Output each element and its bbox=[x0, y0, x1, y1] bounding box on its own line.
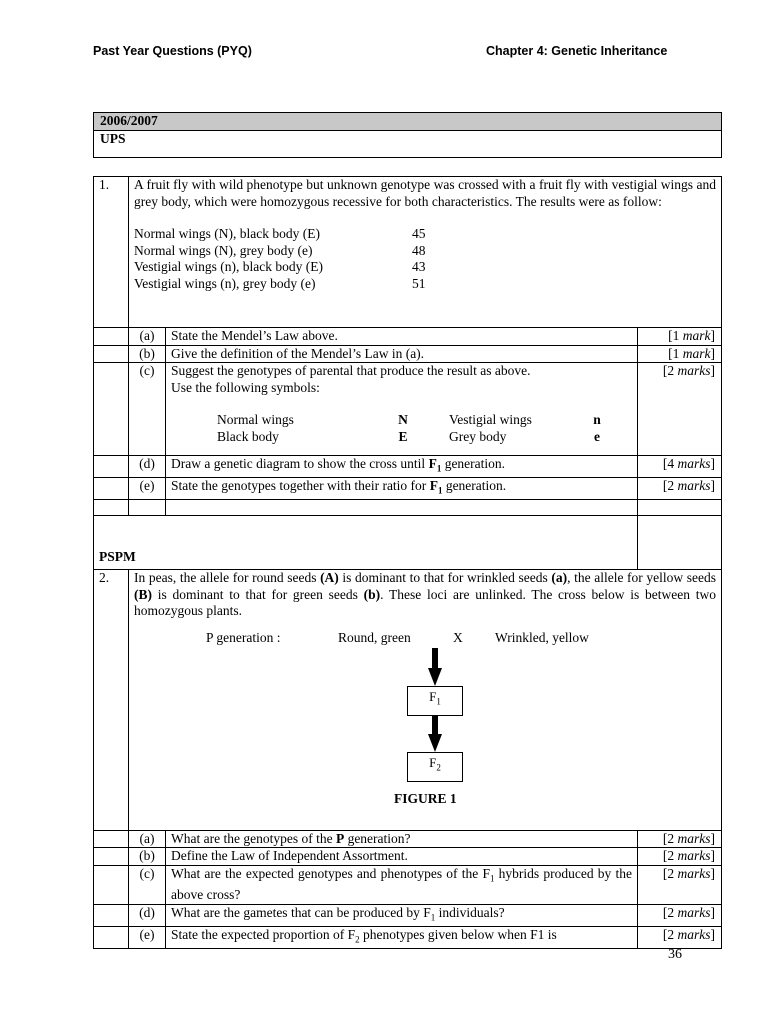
symbol-trait: Normal wings bbox=[217, 412, 294, 427]
q2e-label: (e) bbox=[129, 926, 166, 948]
q1e-row bbox=[94, 478, 722, 500]
cross-diagram bbox=[134, 620, 716, 830]
p-generation-label: P generation : bbox=[206, 629, 281, 645]
q2a-row bbox=[94, 830, 722, 848]
q1c-row bbox=[94, 363, 722, 456]
q2c-marks: [2 marks] bbox=[638, 865, 722, 904]
result-label: Normal wings (N), black body (E) bbox=[134, 226, 320, 241]
q2c-row bbox=[94, 865, 722, 904]
q1-intro-cell bbox=[129, 177, 722, 328]
q1e-label: (e) bbox=[129, 478, 166, 500]
result-value: 51 bbox=[412, 275, 426, 291]
q2c-label: (c) bbox=[129, 865, 166, 904]
q1a-label: (a) bbox=[129, 328, 166, 346]
q1-intro: A fruit fly with wild phenotype but unknown genotype was crossed with a fruit fly with vestigial wings and grey body, which were homozygous recessive for both characteristics. The results were as follow: bbox=[134, 177, 716, 209]
parent2: Wrinkled, yellow bbox=[495, 629, 589, 645]
q1d-label: (d) bbox=[129, 456, 166, 478]
q1a-row bbox=[94, 328, 722, 346]
page-number: 36 bbox=[668, 947, 682, 962]
q2b-text: Define the Law of Independent Assortment. bbox=[166, 848, 638, 866]
parent1: Round, green bbox=[338, 629, 411, 645]
cross-symbol: X bbox=[453, 629, 463, 645]
result-value: 48 bbox=[412, 242, 426, 258]
f1-box: $F_1$ bbox=[407, 686, 463, 716]
symbol-letter: n bbox=[593, 412, 601, 427]
q1b-marks: [1 mark] bbox=[638, 345, 722, 363]
q1d-marks: [4 marks] bbox=[638, 456, 722, 478]
q1e-marks: [2 marks] bbox=[638, 478, 722, 500]
result-label: Vestigial wings (n), black body (E) bbox=[134, 259, 323, 274]
q1c-text2: Use the following symbols: bbox=[171, 379, 320, 395]
q1d-text: Draw a genetic diagram to show the cross until $F_1$ generation. bbox=[166, 456, 638, 478]
q2c-text: What are the expected genotypes and phenotypes of the $F_1$ hybrids produced by the above cross? bbox=[166, 865, 638, 904]
q1-results bbox=[134, 226, 716, 292]
q2-intro-cell bbox=[129, 570, 722, 831]
symbol-trait: Black body bbox=[217, 428, 279, 444]
f2-box: $F_2$ bbox=[407, 752, 463, 782]
q1d-row bbox=[94, 456, 722, 478]
q2a-text: What are the genotypes of the P generation? bbox=[166, 830, 638, 848]
header-right: Chapter 4: Genetic Inheritance bbox=[486, 44, 668, 58]
q2d-row bbox=[94, 904, 722, 926]
result-label: Normal wings (N), grey body (e) bbox=[134, 242, 313, 258]
question-table bbox=[93, 176, 722, 949]
q2-intro-row bbox=[94, 570, 722, 831]
q2e-marks: [2 marks] bbox=[638, 926, 722, 948]
q1b-row bbox=[94, 345, 722, 363]
q1e-text: State the genotypes together with their ratio for $F_1$ generation. bbox=[166, 478, 638, 500]
result-value: 43 bbox=[412, 259, 426, 274]
q1b-text: Give the definition of the Mendel’s Law in (a). bbox=[166, 345, 638, 363]
q2-number: 2. bbox=[94, 570, 129, 831]
q1a-marks: [1 mark] bbox=[638, 328, 722, 346]
pspm-label: PSPM bbox=[94, 516, 638, 570]
symbol-table bbox=[217, 412, 632, 445]
q2a-label: (a) bbox=[129, 830, 166, 848]
q2d-label: (d) bbox=[129, 904, 166, 926]
source-label: UPS bbox=[94, 130, 722, 157]
q2b-marks: [2 marks] bbox=[638, 848, 722, 866]
q2e-text: State the expected proportion of $F_2$ phenotypes given below when F1 is bbox=[166, 926, 638, 948]
pspm-row bbox=[94, 516, 722, 570]
q2-intro: In peas, the allele for round seeds (A) is dominant to that for wrinkled seeds (a), the allele for yellow seeds (B) is dominant to that for green seeds (b). These loci are unlinked. The cross below is between two homozygous plants. bbox=[134, 570, 716, 619]
q1-intro-row bbox=[94, 177, 722, 328]
q2b-label: (b) bbox=[129, 848, 166, 866]
q2e-row bbox=[94, 926, 722, 948]
q1c-cell bbox=[166, 363, 638, 456]
year-table bbox=[93, 112, 722, 158]
header-left: Past Year Questions (PYQ) bbox=[93, 44, 252, 58]
symbol-letter: E bbox=[398, 428, 408, 444]
q1a-text: State the Mendel’s Law above. bbox=[166, 328, 638, 346]
q1-number: 1. bbox=[94, 177, 129, 328]
arrow-down-icon bbox=[428, 648, 442, 686]
arrow-down-icon bbox=[428, 716, 442, 752]
spacer-row bbox=[94, 500, 722, 516]
q1c-marks: [2 marks] bbox=[638, 363, 722, 456]
q2d-text: What are the gametes that can be produced by $F_1$ individuals? bbox=[166, 904, 638, 926]
symbol-letter: N bbox=[398, 412, 408, 427]
year-label: 2006/2007 bbox=[94, 113, 722, 131]
result-value: 45 bbox=[412, 226, 426, 241]
q2b-row bbox=[94, 848, 722, 866]
q1c-label: (c) bbox=[129, 363, 166, 456]
figure-label: FIGURE 1 bbox=[394, 790, 457, 806]
q1b-label: (b) bbox=[129, 345, 166, 363]
symbol-trait: Vestigial wings bbox=[449, 412, 532, 427]
q2d-marks: [2 marks] bbox=[638, 904, 722, 926]
q1c-text: Suggest the genotypes of parental that produce the result as above. bbox=[171, 363, 531, 378]
result-label: Vestigial wings (n), grey body (e) bbox=[134, 275, 316, 291]
symbol-trait: Grey body bbox=[449, 428, 507, 444]
q2a-marks: [2 marks] bbox=[638, 830, 722, 848]
symbol-letter: e bbox=[594, 428, 600, 444]
